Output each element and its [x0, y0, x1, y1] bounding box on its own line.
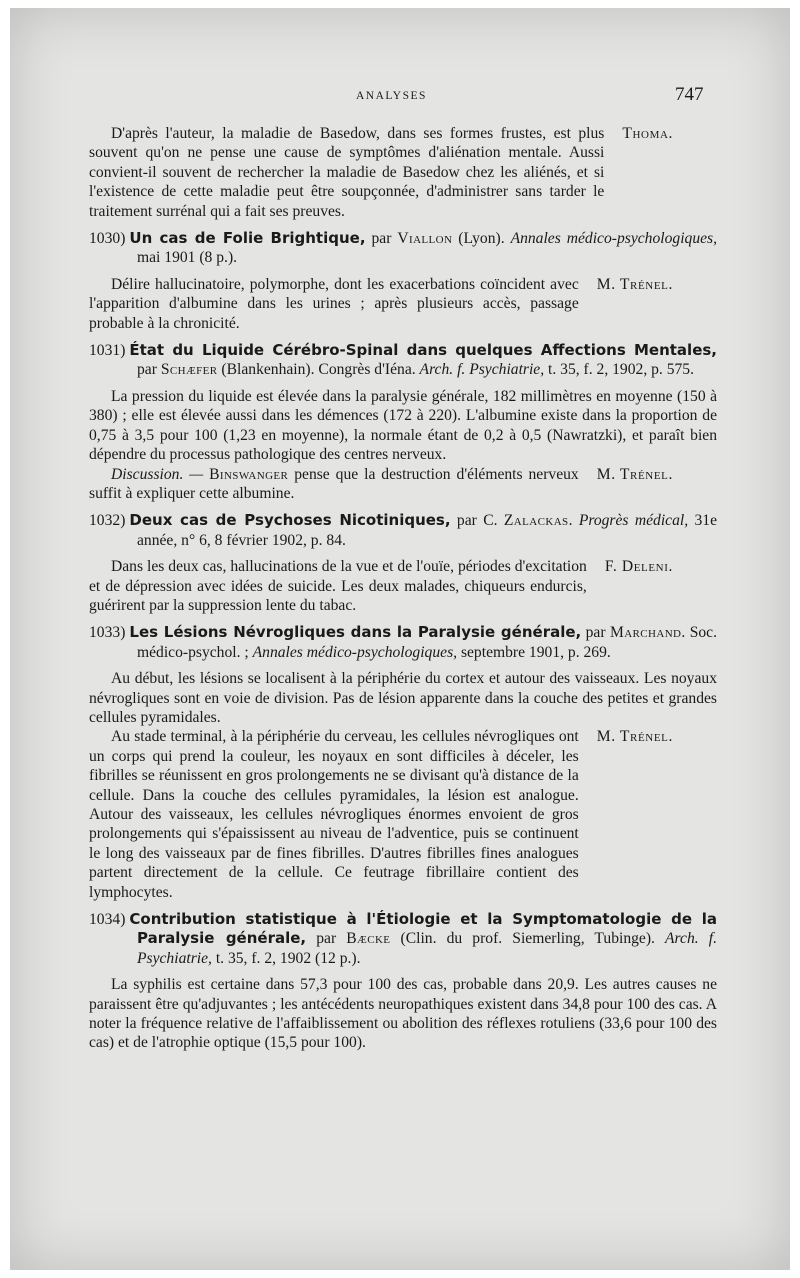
running-head: ANALYSES — [356, 90, 427, 102]
author-prefix: par — [365, 230, 398, 248]
entry-1033 — [89, 623, 717, 902]
intro-paragraph — [89, 124, 717, 221]
signature: Thoma. — [622, 125, 673, 142]
entry-title: Contribution statistique à l'Étiologie et la Symptomatologie de la Paralysie générale, — [129, 910, 717, 948]
citation-details: t. 35, f. 2, 1902 (12 p.). — [211, 949, 361, 967]
entry-heading — [89, 623, 717, 662]
journal-name: Arch. f. Psychiatrie, — [419, 361, 545, 379]
signature: M. Trénel. — [596, 728, 673, 746]
entry-1030 — [89, 229, 717, 333]
page-body — [89, 124, 717, 1053]
entry-body — [89, 727, 717, 902]
author-suffix: . — [568, 512, 579, 530]
journal-name: Annales médico-psychologiques, — [510, 230, 718, 248]
entry-number: 1032) — [89, 512, 126, 530]
entry-heading — [89, 511, 717, 550]
entry-paragraph: Au début, les lésions se localisent à la périphérie du cortex et autour des vaisseaux. Les noyaux névrogliques sont en voie de division. Pas de lésion apparente dans la couche des petites et grandes cellules pyramidales. — [89, 670, 717, 726]
journal-name: Progrès médical, — [578, 512, 689, 530]
entry-1034 — [89, 910, 717, 1053]
journal-name: Annales médico-psychologiques, — [252, 643, 458, 661]
author-prefix: par — [581, 624, 610, 642]
signature: F. Deleni. — [604, 558, 673, 576]
entry-heading — [89, 341, 717, 380]
entry-number: 1031) — [89, 342, 126, 360]
author-name: Zalackas — [503, 512, 569, 530]
author-suffix: (Clin. du prof. Siemerling, Tubinge). — [390, 930, 666, 948]
entry-body — [89, 557, 717, 615]
entry-paragraph: La pression du liquide est élevée dans la paralysie générale, 182 millimètres en moyenne (150 à 380) ; elle est élevée aussi dans les démences (172 à 220). L'albumine existe dans la proportion de 0,75 à 3,5 pour 100 (1,23 en moyenne), la normale étant de 0,2 à 0,5 (Nawratzki), et paraît bien dépendre du processus pathologique des centres nerveux. — [89, 387, 717, 464]
entry-title: Deux cas de Psychoses Nicotiniques, — [129, 511, 451, 530]
signature: M. Trénel. — [596, 465, 673, 483]
entry-1031 — [89, 341, 717, 503]
author-name: Schæfer — [160, 361, 218, 379]
entry-1032 — [89, 511, 717, 615]
page-number: 747 — [675, 84, 704, 105]
entry-text: Délire hallucinatoire, polymorphe, dont les exacerbations coïncident avec l'apparition d'albumine dans les urines ; après plusieurs accès, passage probable à la chronicité. — [89, 275, 579, 332]
journal-name: Arch. f. Psychiatrie, — [137, 930, 717, 967]
author-prefix: par C. — [450, 512, 504, 530]
author-name: Bæcke — [346, 930, 391, 948]
intro-text: D'après l'auteur, la maladie de Basedow, dans ses formes frustes, est plus souvent qu'on ne pense une cause de symptômes d'aliénation mentale. Aussi convient-il souvent de rechercher la maladie de Basedow chez les aliénés, et si l'existence de cette maladie peut être soupçonnée, d'administrer sans tarder le traitement surrénal qui a fait ses preuves. — [89, 125, 605, 220]
entry-number: 1034) — [89, 911, 126, 929]
discussion-name: Binswanger — [209, 465, 289, 483]
author-suffix: . Soc. médico-psychol. ; — [137, 624, 717, 661]
author-name: Viallon — [397, 230, 453, 248]
scanned-page — [10, 8, 790, 1270]
page-header — [10, 80, 790, 120]
entry-title: Les Lésions Névrogliques dans la Paralysie générale, — [129, 623, 582, 642]
entry-heading — [89, 229, 717, 268]
discussion-text — [89, 465, 579, 504]
entry-text: Au stade terminal, à la périphérie du cerveau, les cellules névrogliques ont un corps qui prend la couleur, les noyaux en sont difficiles à déceler, les fibrilles se réunissent en gros prolongements ne se divisant qu'à distance de la cellule. Dans la couche des cellules pyramidales, la lésion est analogue. Autour des vaisseaux, les cellules névrogliques énormes envoient de gros prolongements qui s'épaississent au niveau de l'adventice, puis se continuent le long des vaisseaux par de fines fibrilles. D'autres fibrilles fines analogues partent directement de la cellule. Ce feutrage fibrillaire contient des lymphocytes. — [89, 728, 579, 901]
signature: M. Trénel. — [596, 275, 673, 293]
author-prefix: par — [137, 361, 161, 379]
entry-body — [89, 275, 717, 333]
entry-paragraph: La syphilis est certaine dans 57,3 pour 100 des cas, probable dans 20,9. Les autres causes ne paraissent être qu'adjuvantes ; les antécédents neuropathiques existent dans 34,8 pour 100 des cas. A noter la fréquence relative de l'affaiblissement ou abolition des réflexes rotuliens (33,6 pour 100 des cas) et de l'atrophie optique (15,5 pour 100). — [89, 976, 717, 1052]
author-suffix: (Lyon). — [452, 230, 511, 248]
discussion-body: pense que la destruction d'éléments nerveux suffit à expliquer cette albumine. — [89, 465, 579, 502]
entry-title: État du Liquide Cérébro-Spinal dans quelques Affections Mentales, — [129, 341, 717, 360]
entry-number: 1033) — [89, 624, 126, 642]
citation-details: septembre 1901, p. 269. — [457, 643, 611, 661]
author-prefix: par — [306, 930, 347, 948]
author-suffix: (Blankenhain). Congrès d'Iéna. — [217, 361, 420, 379]
citation-details: t. 35, f. 2, 1902, p. 575. — [544, 361, 694, 379]
entry-number: 1030) — [89, 230, 126, 248]
entry-title: Un cas de Folie Brightique, — [129, 229, 366, 248]
author-name: Marchand — [609, 624, 682, 642]
entry-text: Dans les deux cas, hallucinations de la vue et de l'ouïe, périodes d'excitation et de dépression avec idées de suicide. Les deux malades, chiqueurs endurcis, guérirent par la suppression lente du tabac. — [89, 558, 587, 614]
citation-details: 31e année, n° 6, 8 février 1902, p. 84. — [137, 512, 718, 549]
entry-heading — [89, 910, 717, 968]
discussion — [89, 465, 717, 504]
citation-details: mai 1901 (8 p.). — [137, 249, 238, 267]
discussion-label: Discussion. — — [111, 465, 210, 483]
